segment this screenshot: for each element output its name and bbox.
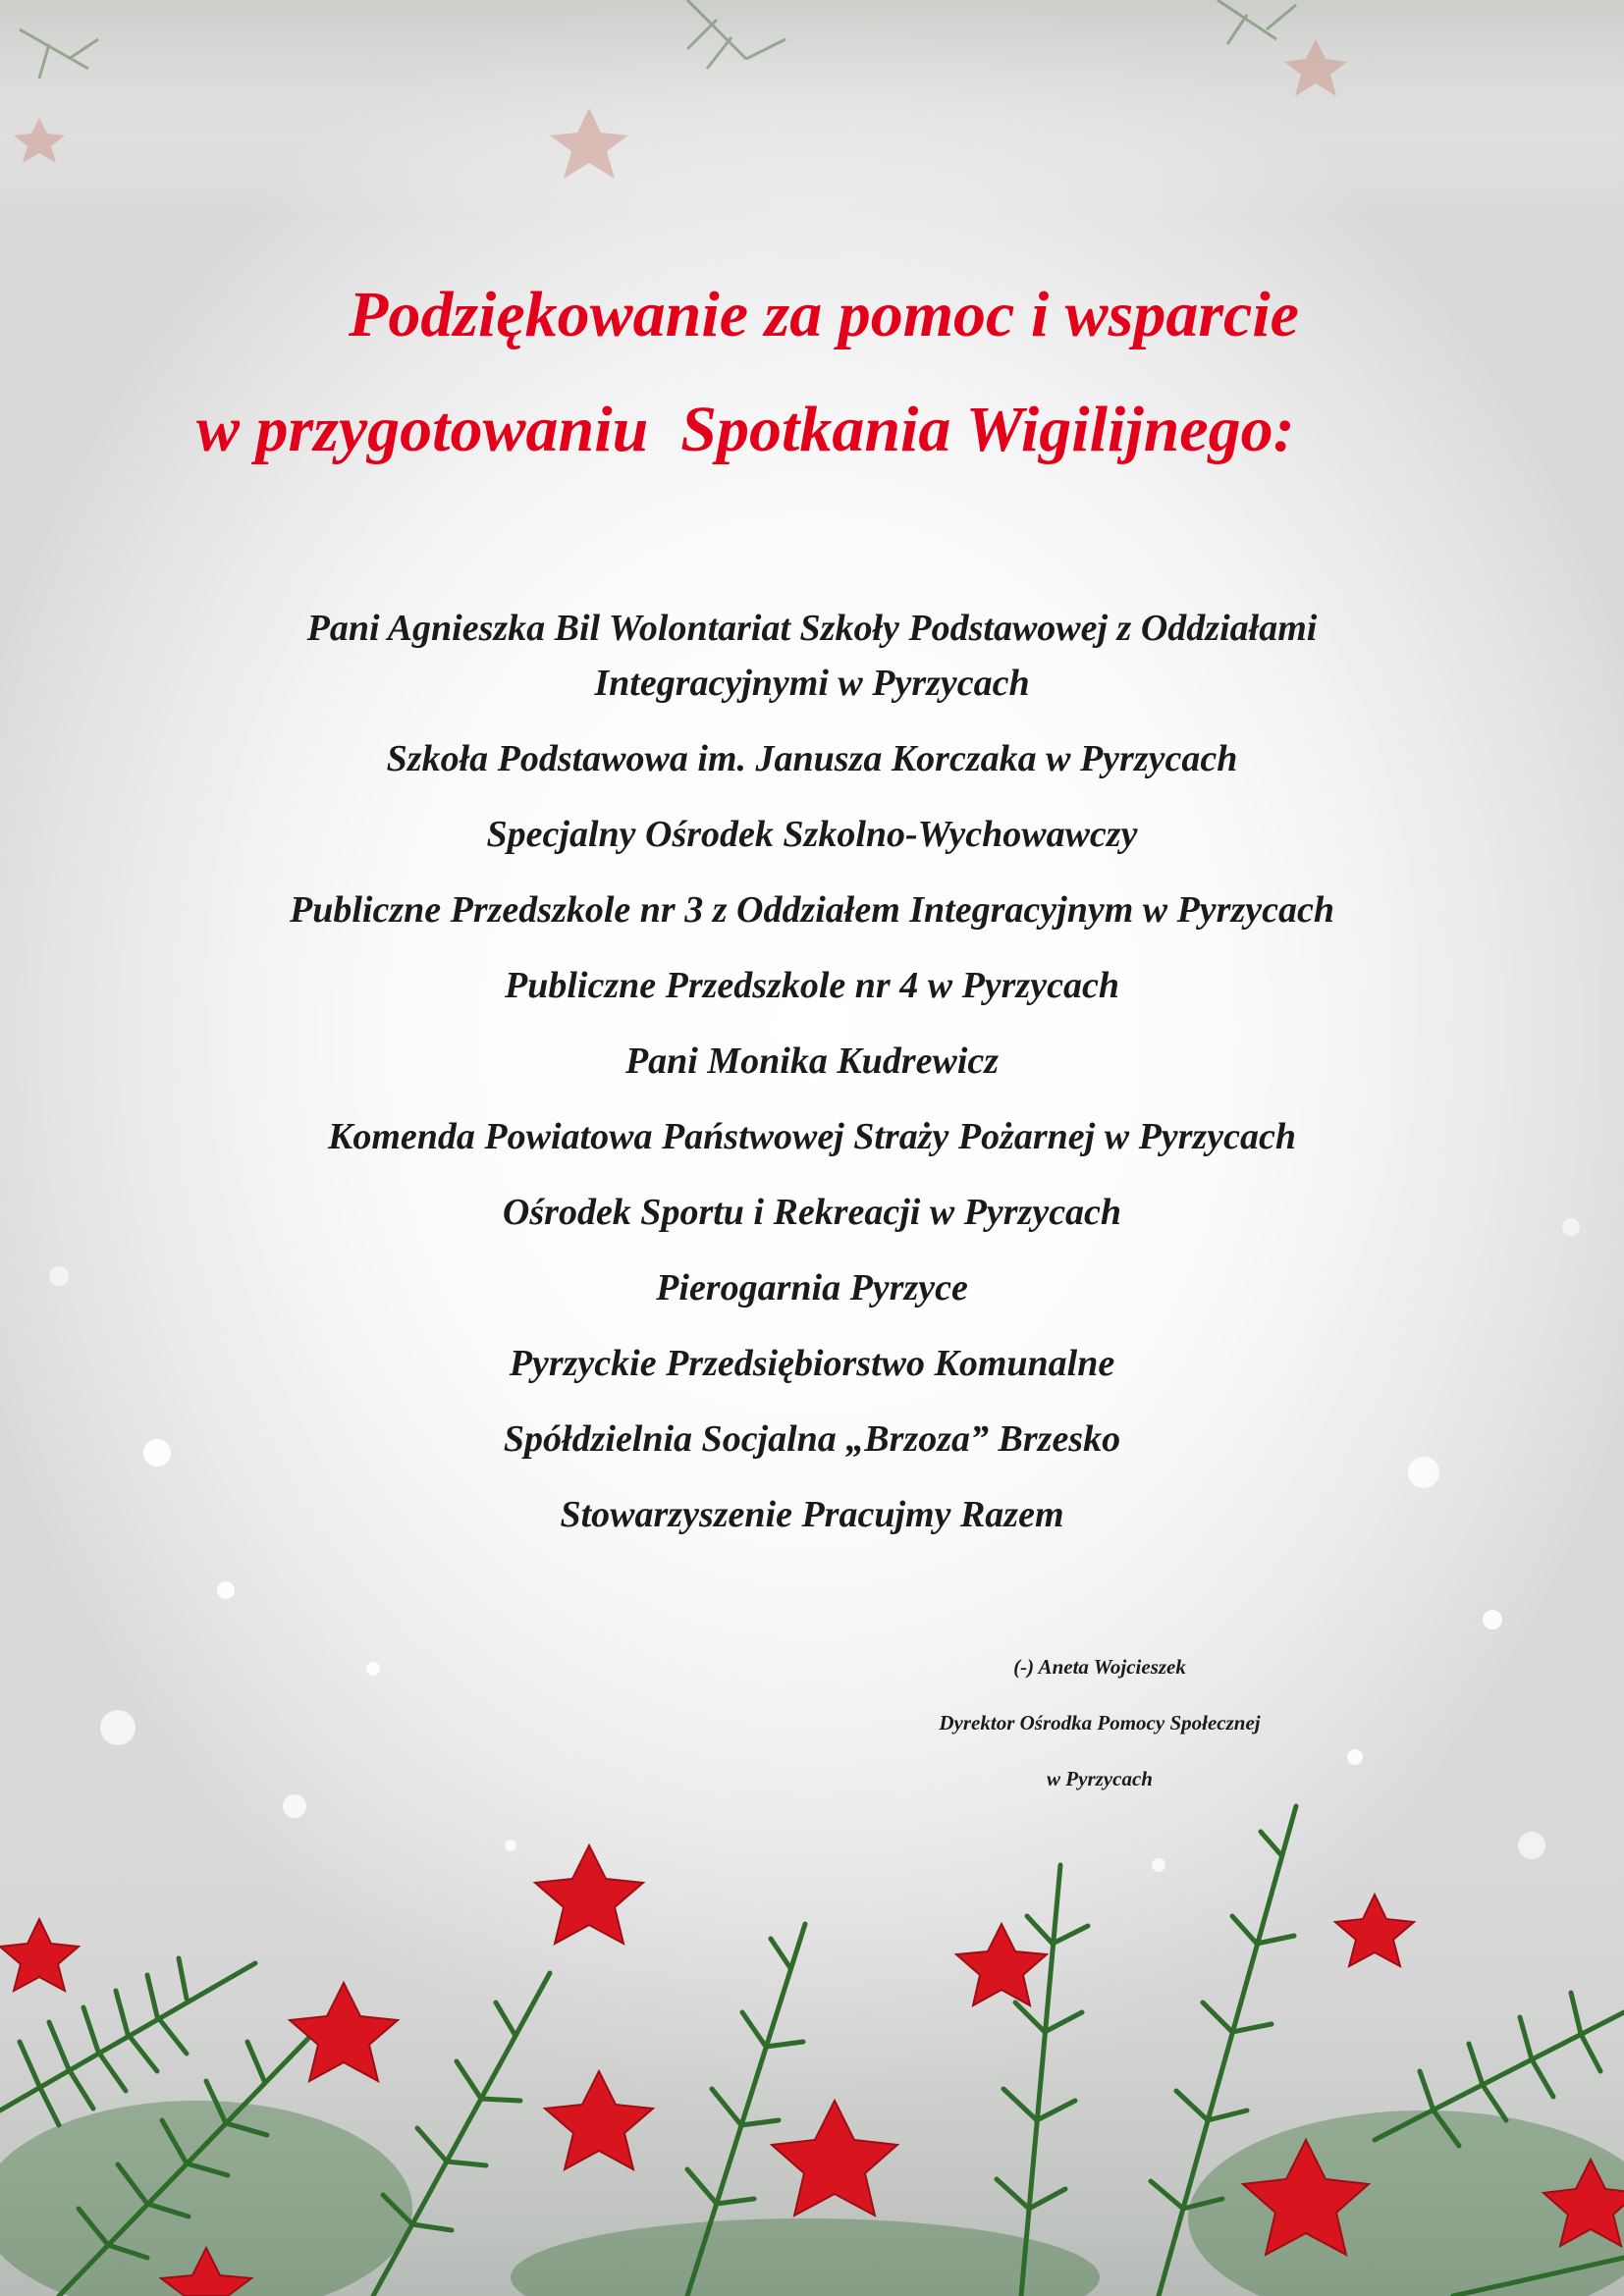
- thanks-item: Specjalny Ośrodek Szkolno-Wychowawczy: [486, 814, 1138, 855]
- thanks-item: Pierogarnia Pyrzyce: [656, 1267, 968, 1308]
- title-line-2: w przygotowaniu Spotkania Wigilijnego:: [196, 394, 1295, 465]
- thanks-item: Publiczne Przedszkole nr 4 w Pyrzycach: [505, 965, 1119, 1006]
- signature-place: w Pyrzycach: [1047, 1767, 1153, 1790]
- top-haze: [0, 0, 1624, 216]
- thanks-item: Pani Monika Kudrewicz: [624, 1041, 1000, 1082]
- thanks-item: Stowarzyszenie Pracujmy Razem: [560, 1494, 1064, 1535]
- thanks-item: Ośrodek Sportu i Rekreacji w Pyrzycach: [502, 1192, 1122, 1233]
- thanks-item: Pani Agnieszka Bil Wolontariat Szkoły Podstawowej z Oddziałami Integracyjnymi w Pyrzycach: [306, 608, 1318, 704]
- title-line-1: Podziękowanie za pomoc i wsparcie: [349, 279, 1299, 350]
- thanks-item: Komenda Powiatowa Państwowej Straży Pożarnej w Pyrzycach: [328, 1116, 1296, 1157]
- signature-name: (-) Aneta Wojcieszek: [1013, 1655, 1186, 1679]
- thanks-item: Spółdzielnia Socjalna „Brzoza” Brzesko: [503, 1418, 1121, 1460]
- signature-block: [825, 1639, 1375, 1807]
- thanks-item: Szkoła Podstawowa im. Janusza Korczaka w Pyrzycach: [386, 738, 1238, 779]
- signature-position: Dyrektor Ośrodka Pomocy Społecznej: [939, 1711, 1261, 1735]
- thanks-item: Pyrzyckie Przedsiębiorstwo Komunalne: [509, 1343, 1115, 1384]
- thanks-item: Publiczne Przedszkole nr 3 z Oddziałem Integracyjnym w Pyrzycach: [290, 889, 1334, 931]
- thanks-list: [147, 601, 1477, 1563]
